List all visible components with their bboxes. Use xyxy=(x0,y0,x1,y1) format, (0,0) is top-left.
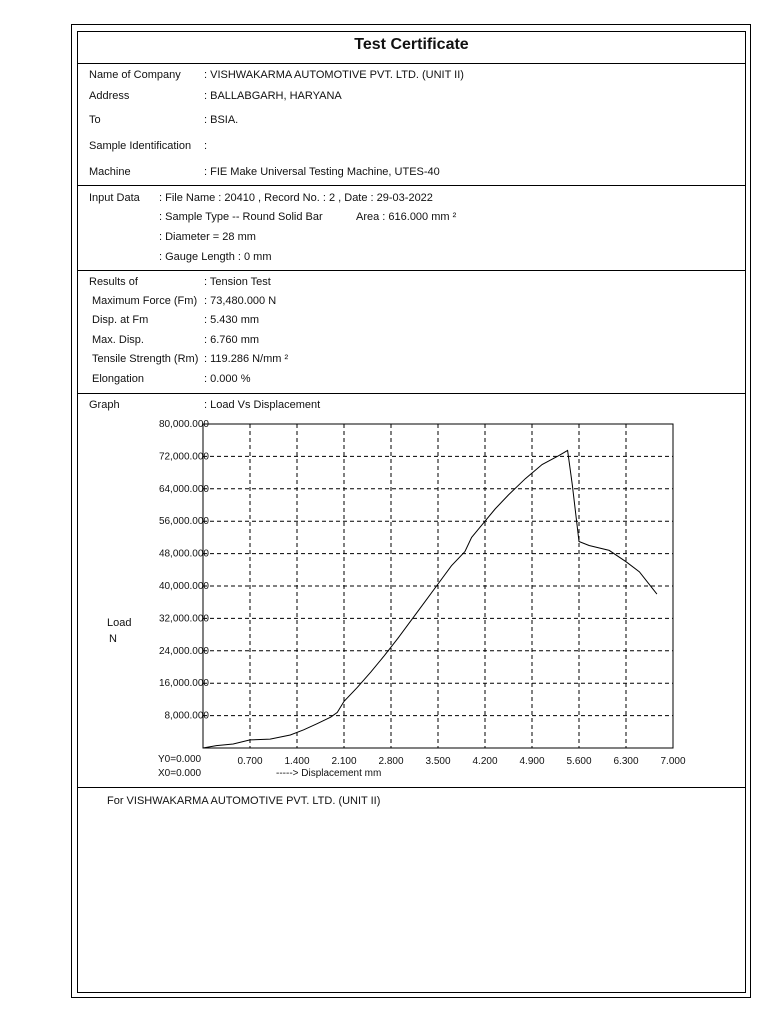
company-label: Name of Company xyxy=(89,69,181,81)
y-tick-label: 72,000.000 xyxy=(158,451,209,463)
machine-label: Machine xyxy=(89,166,131,178)
to-value: : BSIA. xyxy=(204,114,239,126)
results-of-label: Results of xyxy=(89,276,138,288)
input-gauge-length: : Gauge Length : 0 mm xyxy=(159,251,272,263)
y-tick-label: 24,000.000 xyxy=(158,645,209,657)
y-tick-label: 32,000.000 xyxy=(158,613,209,625)
tensile-strength-value: : 119.286 N/mm ² xyxy=(204,353,289,365)
x0-label: X0=0.000 xyxy=(158,768,202,779)
x-tick-label: 7.000 xyxy=(660,756,686,767)
y-tick-label: 16,000.000 xyxy=(158,678,209,690)
x-tick-label: 4.200 xyxy=(472,756,498,767)
to-label: To xyxy=(89,114,101,126)
certificate-title: Test Certificate xyxy=(354,36,469,53)
x-tick-label: 2.800 xyxy=(378,756,404,767)
x-tick-label: 2.100 xyxy=(331,756,357,767)
y-tick-label: 40,000.000 xyxy=(158,581,209,592)
graph-title: : Load Vs Displacement xyxy=(204,399,321,411)
address-value: : BALLABGARH, HARYANA xyxy=(204,90,342,102)
x-tick-label: 3.500 xyxy=(425,756,451,767)
y-tick-label: 80,000.000 xyxy=(158,419,209,430)
disp-at-fm-label: Disp. at Fm xyxy=(92,314,149,326)
elongation-value: : 0.000 % xyxy=(204,373,251,385)
graph-label: Graph xyxy=(89,399,120,411)
y-tick-label: 64,000.000 xyxy=(158,483,209,495)
company-value: : VISHWAKARMA AUTOMOTIVE PVT. LTD. (UNIT II) xyxy=(204,69,464,81)
input-sample-type: : Sample Type -- Round Solid Bar xyxy=(159,211,323,223)
results-of-value: : Tension Test xyxy=(204,276,271,288)
elongation-label: Elongation xyxy=(92,373,144,385)
input-data-label: Input Data xyxy=(89,192,140,204)
x-tick-label: 0.700 xyxy=(237,756,263,767)
input-area: Area : 616.000 mm ² xyxy=(356,211,457,223)
tensile-strength-label: Tensile Strength (Rm) xyxy=(92,353,199,365)
y0-label: Y0=0.000 xyxy=(158,754,202,765)
x-tick-label: 5.600 xyxy=(566,756,592,767)
sample-id-value: : xyxy=(204,140,208,152)
sample-id-label: Sample Identification xyxy=(89,140,192,152)
x-axis-label: -----> Displacement mm xyxy=(276,768,382,779)
max-force-label: Maximum Force (Fm) xyxy=(92,295,198,307)
disp-at-fm-value: : 5.430 mm xyxy=(204,314,260,326)
y-tick-label: 56,000.000 xyxy=(158,516,209,528)
machine-value: : FIE Make Universal Testing Machine, UTES-40 xyxy=(204,166,440,178)
input-file-info: : File Name : 20410 , Record No. : 2 , Date : 29-03-2022 xyxy=(159,192,433,204)
x-tick-label: 4.900 xyxy=(519,756,545,767)
x-tick-label: 1.400 xyxy=(284,756,310,767)
input-diameter: : Diameter = 28 mm xyxy=(159,231,256,243)
load-curve xyxy=(203,450,657,748)
max-force-value: : 73,480.000 N xyxy=(204,295,277,307)
max-disp-value: : 6.760 mm xyxy=(204,334,260,346)
y-axis-unit: N xyxy=(109,633,117,645)
max-disp-label: Max. Disp. xyxy=(92,334,144,346)
divider xyxy=(77,787,746,788)
y-tick-label: 8,000.000 xyxy=(164,710,209,722)
address-label: Address xyxy=(89,90,130,102)
y-axis-label: Load xyxy=(107,617,132,629)
y-tick-label: 48,000.000 xyxy=(158,548,209,560)
footer-company: For VISHWAKARMA AUTOMOTIVE PVT. LTD. (UNIT II) xyxy=(107,795,381,807)
x-tick-label: 6.300 xyxy=(613,756,639,767)
